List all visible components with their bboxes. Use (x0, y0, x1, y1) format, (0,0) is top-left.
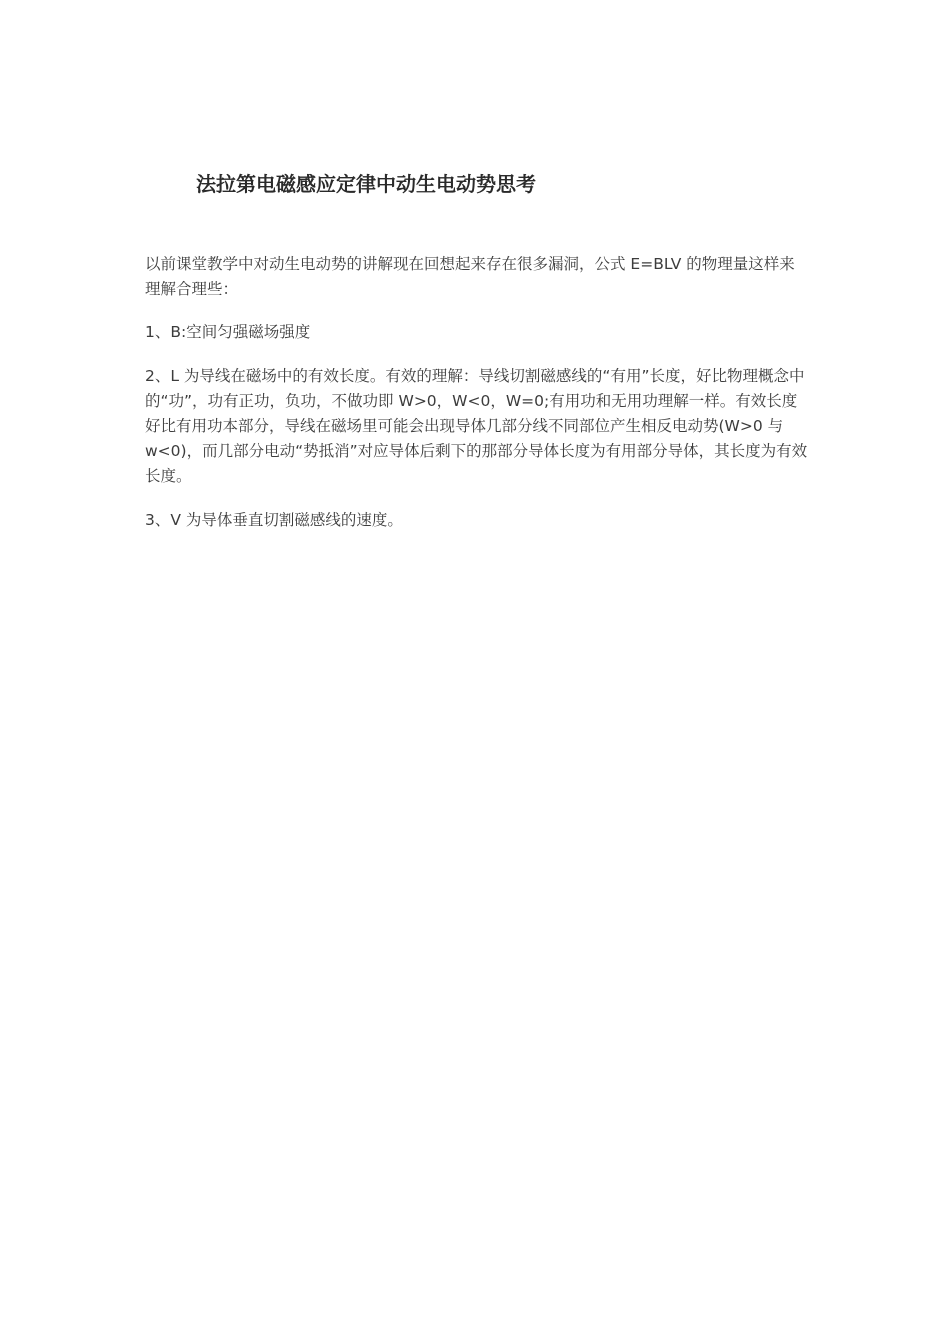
item-b-paragraph: 1、B:空间匀强磁场强度 (145, 323, 311, 341)
document-title: 法拉第电磁感应定律中动生电动势思考 (196, 172, 536, 196)
item-l-paragraph: 2、L 为导线在磁场中的有效长度。有效的理解：导线切割磁感线的“有用”长度，好比物理概念中的“功”，功有正功，负功，不做功即 W>0，W<0，W=0;有用功和无用功理解一样。有效长度好比有用功本部分，导线在磁场里可能会出现导体几部分线不同部位产生相反电动势(W>0 与 w<0)，而几部分电动“势抵消”对应导体后剩下的那部分导体长度为有用部分导体，其长度为有效长度。 (145, 367, 808, 485)
intro-paragraph: 以前课堂教学中对动生电动势的讲解现在回想起来存在很多漏洞，公式 E=BLV 的物理量这样来理解合理些： (145, 255, 795, 298)
item-v-paragraph: 3、V 为导体垂直切割磁感线的速度。 (145, 511, 403, 529)
